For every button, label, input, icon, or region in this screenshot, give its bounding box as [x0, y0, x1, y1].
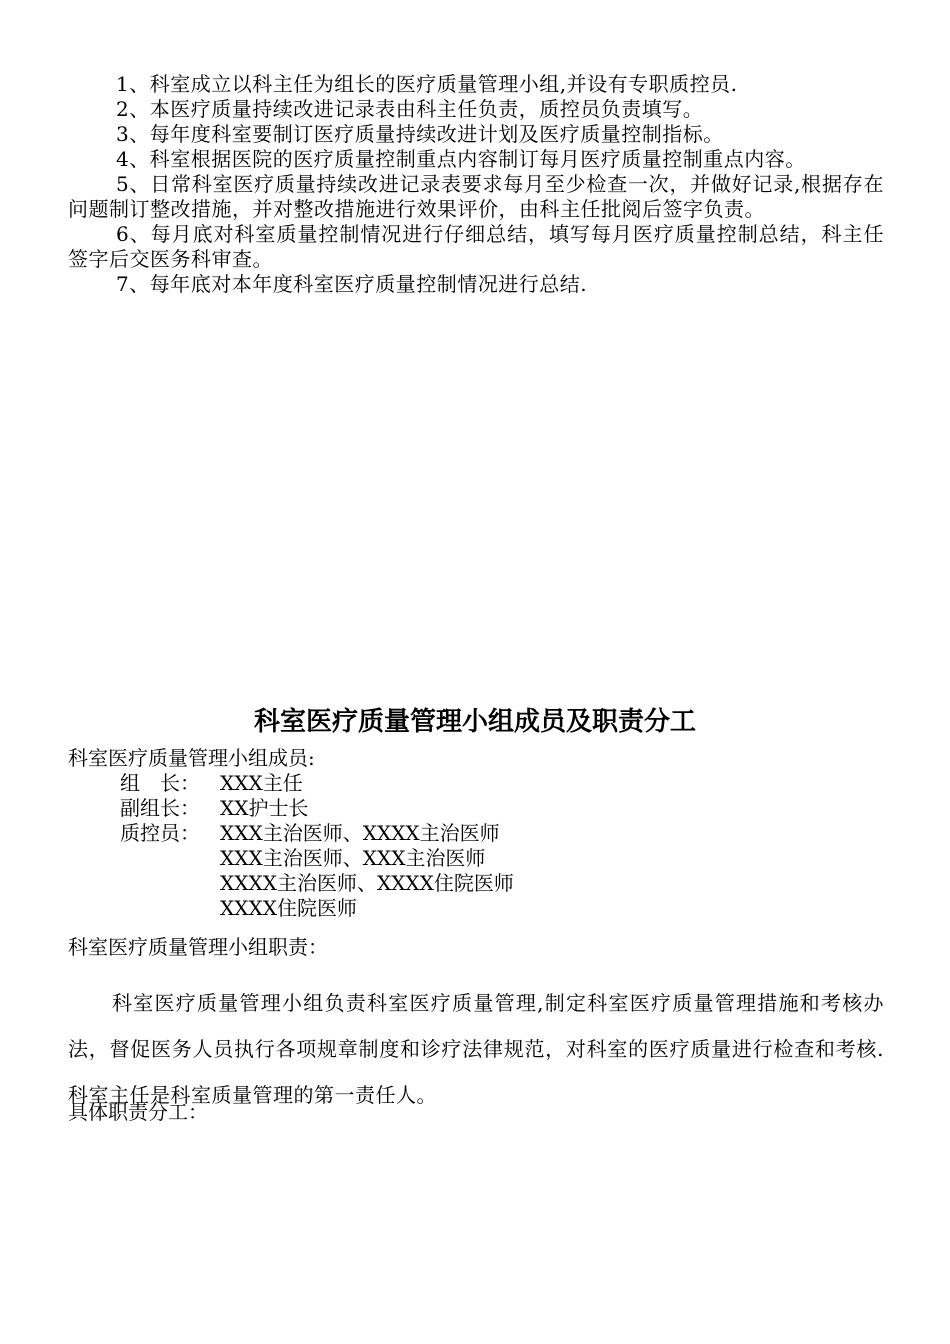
division-heading: 具体职责分工： [68, 1100, 208, 1124]
member-row-deputy [120, 796, 308, 821]
member-names: XXXX主治医师、XXXX住院医师 [220, 871, 514, 895]
member-role [120, 896, 220, 921]
member-role [120, 846, 220, 871]
duties-paragraph: 科室医疗质量管理小组负责科室医疗质量管理,制定科室医疗质量管理措施和考核办法，督促医务人员执行各项规章制度和诊疗法律规范，对科室的医疗质量进行检查和考核.科室主任是科室质量管理的第一责任人。 [68, 991, 884, 1107]
member-row-qc-3 [120, 871, 514, 896]
member-row-qc-2 [120, 846, 485, 871]
member-names: XX护士长 [220, 796, 309, 820]
member-names: XXX主治医师、XXXX主治医师 [220, 821, 500, 845]
section-title: 科室医疗质量管理小组成员及职责分工 [253, 707, 696, 737]
member-role: 组 长： [120, 771, 200, 795]
member-row-qc-4 [120, 896, 357, 921]
member-row-leader [120, 771, 303, 796]
rule-2: 2、本医疗质量持续改进记录表由科主任负责，质控员负责填写。 [116, 97, 704, 121]
rule-1: 1、科室成立以科主任为组长的医疗质量管理小组,并设有专职质控员. [116, 72, 738, 96]
rule-6: 6、每月底对科室质量控制情况进行仔细总结，填写每月医疗质量控制总结，科主任签字后交医务科审查。 [68, 222, 884, 271]
member-role: 质控员： [120, 821, 200, 845]
member-row-qc-1 [120, 821, 500, 846]
rule-7: 7、每年底对本年度科室医疗质量控制情况进行总结. [116, 272, 588, 296]
member-names: XXXX住院医师 [220, 896, 357, 920]
rule-5: 5、日常科室医疗质量持续改进记录表要求每月至少检查一次，并做好记录,根据存在问题制订整改措施，并对整改措施进行效果评价，由科主任批阅后签字负责。 [68, 172, 884, 221]
members-heading: 科室医疗质量管理小组成员: [68, 746, 315, 770]
member-role: 副组长： [120, 796, 200, 820]
member-names: XXX主治医师、XXX主治医师 [220, 846, 486, 870]
member-names: XXX主任 [220, 771, 303, 795]
duties-heading: 科室医疗质量管理小组职责： [68, 935, 328, 959]
rules-list [68, 72, 884, 297]
rule-4: 4、科室根据医院的医疗质量控制重点内容制订每月医疗质量控制重点内容。 [116, 147, 806, 171]
rule-3: 3、每年度科室要制订医疗质量持续改进计划及医疗质量控制指标。 [116, 122, 724, 146]
member-role [120, 871, 220, 896]
